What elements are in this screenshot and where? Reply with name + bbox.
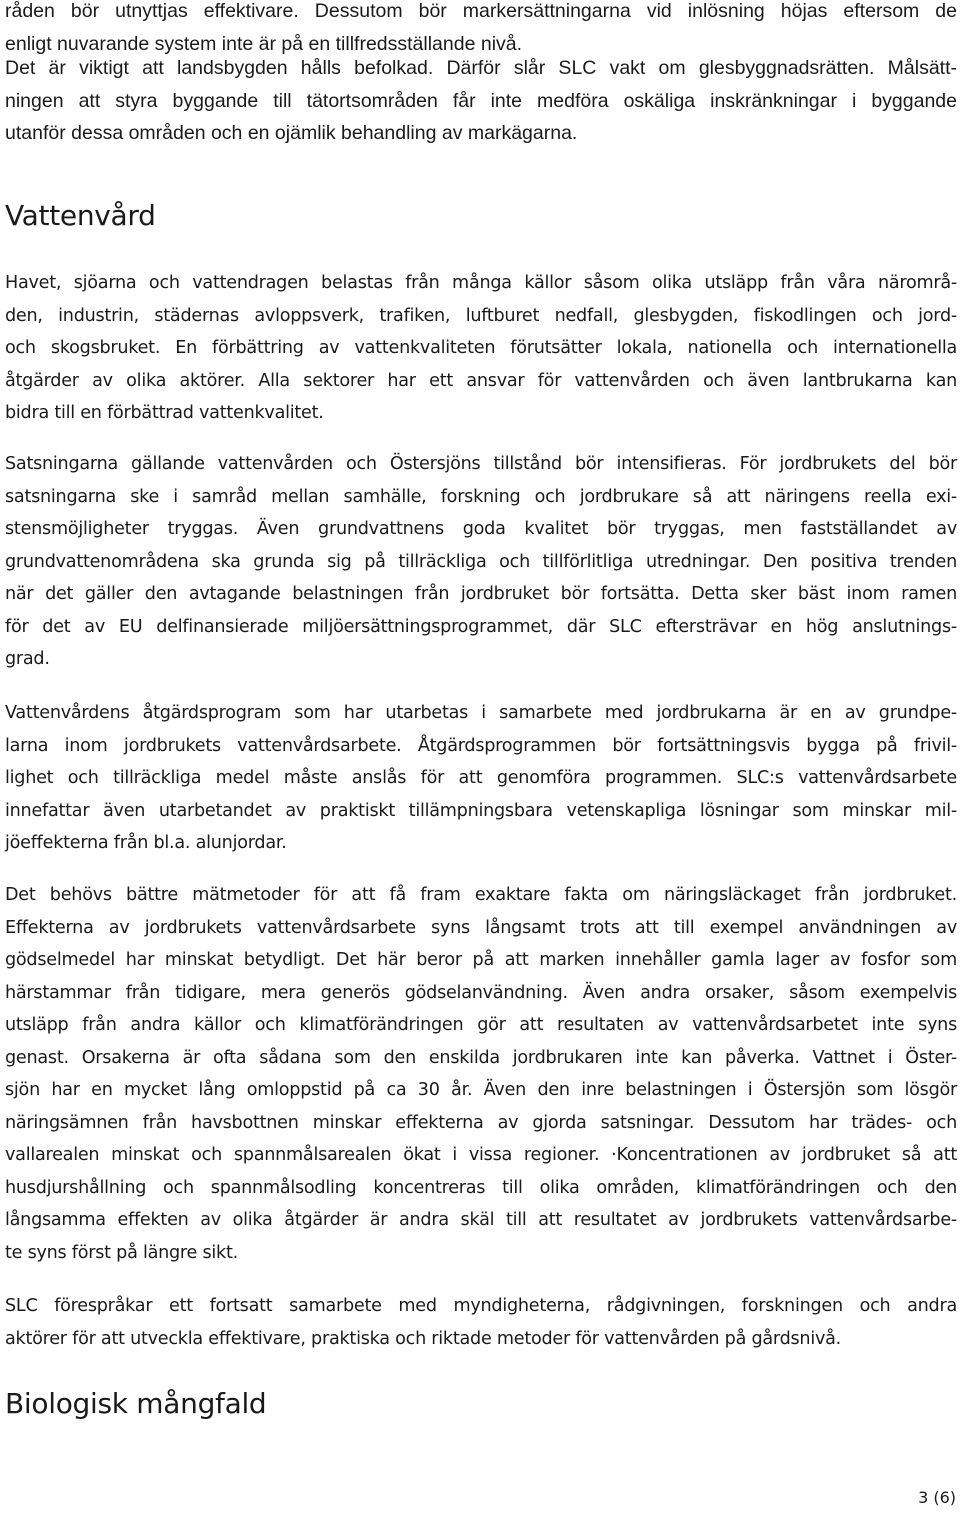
section-heading-biologisk-mangfald: Biologisk mångfald: [5, 1387, 267, 1420]
text-line: näringsämnen från havsbottnen minskar effekterna av gjorda satsningar. Dessutom har trädes- och: [5, 1112, 957, 1133]
text-line: Havet, sjöarna och vattendragen belastas från många källor såsom olika utsläpp från våra närområ-: [5, 273, 957, 293]
section-heading-vattenvard: Vattenvård: [5, 199, 156, 232]
text-line: lighet och tillräckliga medel måste anslås för att genomföra programmen. SLC:s vattenvårdsarbete: [5, 768, 957, 788]
text-line: te syns först på längre sikt.: [5, 1242, 238, 1263]
text-line: Det behövs bättre mätmetoder för att få fram exaktare fakta om näringsläckaget från jordbruket.: [5, 885, 957, 905]
paragraph-vattenvard-2: [5, 448, 957, 676]
paragraph-vattenvard-1: [5, 267, 957, 430]
text-line: utsläpp från andra källor och klimatförändringen gör att resultaten av vattenvårdsarbetet inte syns: [5, 1015, 957, 1035]
text-line: råden bör utnyttjas effektivare. Dessutom bör markersättningarna vid inlösning höjas eftersom de: [5, 0, 957, 22]
paragraph-vattenvard-5: [5, 1290, 957, 1355]
text-line: SLC förespråkar ett fortsatt samarbete med myndigheterna, rådgivningen, forskningen och andra: [5, 1296, 957, 1316]
text-line: enligt nuvarande system inte är på en tillfredsställande nivå.: [5, 32, 523, 55]
text-line: aktörer för att utveckla effektivare, praktiska och riktade metoder för vattenvården på gårdsnivå.: [5, 1328, 842, 1349]
text-line: den, industrin, städernas avloppsverk, trafiken, luftburet nedfall, glesbygden, fiskodlingen och jord-: [5, 305, 957, 326]
text-line: stensmöjligheter tryggas. Även grundvattnens goda kvalitet bör tryggas, men fastställandet av: [5, 519, 957, 539]
text-line: husdjurshållning och spannmålsodling koncentreras till olika områden, klimatförändringen och den: [5, 1177, 957, 1198]
text-line: bidra till en förbättrad vattenkvalitet.: [5, 403, 324, 423]
text-line: Satsningarna gällande vattenvården och Östersjöns tillstånd bör intensifieras. För jordbrukets del bör: [5, 454, 957, 474]
text-line: härstammar från tidigare, mera generös gödselanvändning. Även andra orsaker, såsom exempelvis: [5, 982, 957, 1003]
text-line: utanför dessa områden och en ojämlik behandling av markägarna.: [5, 122, 578, 144]
text-line: Vattenvårdens åtgärdsprogram som har utarbetas i samarbete med jordbrukarna är en av grundpe-: [5, 703, 957, 723]
text-line: åtgärder av olika aktörer. Alla sektorer har ett ansvar för vattenvården och även lantbrukarna kan: [5, 370, 957, 391]
text-line: innefattar även utarbetandet av praktiskt tillämpningsbara vetenskapliga lösningar som minskar mil-: [5, 800, 957, 821]
text-line: larna inom jordbrukets vattenvårdsarbete. Åtgärdsprogrammen bör fortsättningsvis bygga på frivil-: [5, 735, 957, 756]
text-line: grad.: [5, 649, 50, 669]
text-line: gödselmedel har minskat betydligt. Det här beror på att marken innehåller gamla lager av fosfor som: [5, 950, 957, 970]
paragraph-vattenvard-4: [5, 879, 957, 1269]
text-line: Det är viktigt att landsbygden hålls befolkad. Därför slår SLC vakt om glesbyggnadsrätten. Målsätt-: [5, 57, 957, 79]
text-line: grundvattenområdena ska grunda sig på tillräckliga och tillförlitliga utredningar. Den positiva trenden: [5, 551, 957, 572]
text-line: satsningarna ske i samråd mellan samhälle, forskning och jordbrukare så att näringens reella exi-: [5, 486, 957, 507]
paragraph-vattenvard-3: [5, 697, 957, 860]
text-line: genast. Orsakerna är ofta sådana som den enskilda jordbrukaren inte kan påverka. Vattnet i Öster-: [5, 1047, 957, 1068]
text-line: jöeffekterna från bl.a. alunjordar.: [5, 833, 287, 853]
text-line: sjön har en mycket lång omloppstid på ca 30 år. Även den inre belastningen i Östersjön som lösgör: [5, 1080, 957, 1100]
text-line: Effekterna av jordbrukets vattenvårdsarbete syns långsamt trots att till exempel användningen av: [5, 917, 957, 938]
paragraph-intro-2: [5, 52, 957, 150]
paragraph-intro-1: [5, 0, 957, 60]
text-line: och skogsbruket. En förbättring av vattenkvaliteten förutsätter lokala, nationella och internationella: [5, 338, 957, 358]
text-line: när det gäller den avtagande belastningen från jordbruket bör fortsätta. Detta sker bäst inom ramen: [5, 584, 957, 604]
text-line: för det av EU delfinansierade miljöersättningsprogrammet, där SLC eftersträvar en hög anslutnings-: [5, 616, 957, 637]
text-line: ningen att styra byggande till tätortsområden får inte medföra oskäliga inskränkningar i byggande: [5, 89, 957, 112]
text-line: vallarealen minskat och spannmålsarealen ökat i vissa regioner. ·Koncentrationen av jordbruket så att: [5, 1145, 957, 1165]
page-number: 3 (6): [918, 1488, 956, 1507]
text-line: långsamma effekten av olika åtgärder är andra skäl till att resultatet av jordbrukets vattenvårdsarbe-: [5, 1210, 957, 1230]
